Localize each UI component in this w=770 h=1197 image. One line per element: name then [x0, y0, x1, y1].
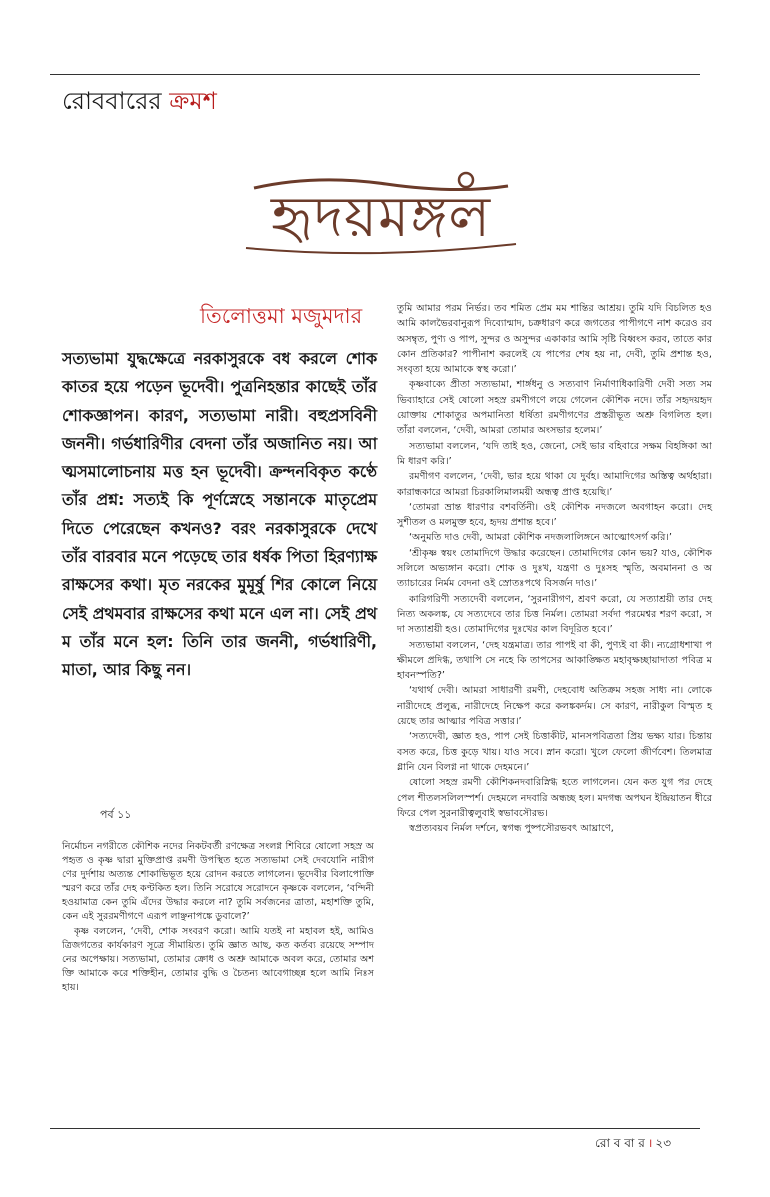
body-paragraph: সত্যভামা বললেন, ‘দেহ যন্ত্রমাত্র। তার পাপই বা কী, পুণ্যই বা কী। ন্যগ্রোধশাখা পক্ষীমলে প্রদিগ্ধ, তথাপি সে নহে কি তাপসের আকাঙ্ক্ষিত মহাবৃক্ষচ্ছায়াদাতা পবিত্র মহাবনস্পতি?’ [397, 639, 712, 682]
footer-separator: । [647, 1136, 653, 1150]
logo-title: হৃদয়মঙ্গল [270, 185, 492, 250]
bottom-rule [50, 1128, 700, 1129]
author-name: তিলোত্তমা মজুমদার [200, 304, 363, 328]
body-paragraph: ষোলো সহস্র রমণী কৌশিকনদবারিস্নিগ্ধ হতে লাগলেন। যেন কত যুগ পর দেহে পেল শীতলসলিলস্পর্শ। দেহমলে নদবারি অন্ধচ্ছ হল। মদগন্ধ অপঘন ইন্দ্রিয়াতন ধীরে ফিরে পেল সুরনারীত্বলুবাই স্বভাবসৌরভ। [397, 777, 712, 819]
page-footer [595, 1134, 671, 1155]
body-paragraph: ‘যথার্থ দেবী। আমরা সাধারণী রমণী, দেহবোধ অতিক্রম সহজ সাধ্য না। লোকে নারীদেহে প্রলুব্ধ, নারীদেহে নিক্ষেপ করে কলঙ্ককর্দম। সে কারণ, নারীকুল বিস্মৃত হয়েছে তার আত্মার পবিত্র সত্তার।’ [397, 685, 712, 728]
body-paragraph: স্বপ্রত্যবয়ব নির্মল দর্শনে, স্বগন্ধ পুষ্পসৌরভবৎ আঘ্রাণে, [409, 823, 614, 835]
body-paragraph: ‘অনুমতি দাও দেবী, আমরা কৌশিক নদজলালিঙ্গনে আত্মোৎসর্গ করি।’ [409, 532, 672, 544]
magazine-name: রো ব বা র [595, 1136, 645, 1150]
body-paragraph: কৃষ্ণবাক্যে প্রীতা সত্যভামা, শার্ঙ্গধনু ও সত্যবাণ নির্মাণাধিকারিণী দেবী সত্য সমভিব্যাহারে সেই ষোলো সহস্র রমণীগণে লয়ে গেলেন কৌশিক নদে। তাঁর সহৃদয়হৃদয়োক্তায় শোকাতুর অপমানিতা ধর্ষিতা রমণীগণের প্রস্তরীভূত অশ্রু বিগলিত হল। তাঁরা বললেন, ‘দেবী, আমরা তোমার অংসভার হলেম।’ [397, 379, 712, 437]
body-paragraph: কৃষ্ণ বললেন, ‘দেবী, শোক সংবরণ করো। আমি যতই না মহাবল হই, আমিও ত্রিজগতের কার্যকারণ সূত্রে সীমায়িত। তুমি জ্ঞাত আছ, কত কর্তব্য রয়েছে সম্পাদনের অপেক্ষায়। সত্যভামা, তোমার ক্রোধ ও অশ্রু আমাকে অবল করে, তোমার অশক্তি আমাকে করে শক্তিহীন, তোমার বুদ্ধি ও চৈতন্য আবেগাচ্ছন্ন হলে আমি নিঃসহায়। [62, 925, 374, 993]
top-rule [50, 74, 700, 75]
page-number: ২৩ [655, 1136, 672, 1150]
body-paragraph: রমণীগণ বললেন, ‘দেবী, ভার হয়ে থাকা যে দুর্বহ। আমাদিগের অস্তিত্ব অর্থহারা। কারান্ধকারে আমরা চিরকালিমালময়ী অন্ধত্ব প্রাপ্ত হয়েছি।’ [397, 471, 712, 498]
section-title [62, 83, 217, 123]
body-paragraph: কারিগরিণী সত্যদেবী বললেন, ‘সুরনারীগণ, শ্রবণ করো, যে সত্যাশ্রয়ী তার দেহ নিত্য অকলঙ্ক, যে সত্যদেবে তার চিত্ত নির্মল। তোমরা সর্বদা পরমেশ্বর শরণ করো, সদা সত্যাশ্রয়ী হও। তোমাদিগের দুঃখের কাল বিদূরিত হবে।’ [397, 593, 712, 636]
body-paragraph: সত্যভামা বললেন, ‘যদি তাই হও, জেনো, সেই ভার বহিবারে সক্ষম বিহঙ্গিকা আমি ধারণ করি।’ [397, 440, 712, 467]
body-paragraph: ‘শ্রীকৃষ্ণ স্বয়ং তোমাদিগে উদ্ধার করেছেন। তোমাদিগের কোন ভয়? যাও, কৌশিকসলিলে অভ্যঙ্গান করো। শোক ও দুঃখ, যন্ত্রণা ও দুঃসহ স্মৃতি, অবমাননা ও অত্যাচারের নির্মম বেদনা ওই স্রোতঃপথে বিসর্জন দাও।’ [397, 547, 712, 590]
body-paragraph: ‘তোমরা ভ্রান্ত ধারণার বশবর্তিনী। ওই কৌশিক নদজলে অবগাহন করো। দেহ সুশীতল ও মলমুক্ত হবে, হৃদয় প্রশান্ত হবে।’ [397, 501, 712, 529]
section-title-accent: ক্রমশ [169, 87, 217, 115]
body-paragraph: ‘সত্যদেবী, জ্ঞাত হও, পাপ সেই চিত্তাকীট, মানসপবিত্রতা প্রিয় ভক্ষ্য যার। চিন্তায় বসত করে, চিত্ত কুড়ে খায়। যাও সবে। স্নান করো। খুলে ফেলো জীর্ণবেশ। তিলমাত্র গ্লানি যেন বিলগ্ন না থাকে দেহমনে।’ [397, 731, 712, 773]
body-paragraph: তুমি আমার পরম নির্ভর। তব শমিত প্রেম মম শান্তির আশ্রয়। তুমি যদি বিচলিত হও আমি কালভৈরবানুরূপ দিব্যোন্মাদ, চক্রধারণ করে জগতের পাপীগণে নাশ করেও রব অসম্বৃত, পুণ্য ও পাপ, সুন্দর ও অসুন্দর একাকার আমি সৃষ্টি বিধ্বংস করব, তাতে কার কোন প্রতিকার? পাপীনাশ করলেই যে পাপের শেষ হয় না, দেবী, তুমি প্রশান্ত হও, সংবৃতা হয়ে আমাকে স্বস্থ করো।’ [397, 303, 712, 376]
body-paragraph: নির্মোচন নগরীতে কৌশিক নদের নিকটবর্তী রণক্ষেত্র সংলগ্ন শিবিরে ষোলো সহস্র অপহৃত ও কৃষ্ণ দ্বারা মুক্তিপ্রাপ্ত রমণী উপস্থিত হতে সত্যভামা সেই দেবযোনি নারীগণের দুর্দশায় অত্যন্ত শোকাভিভূত হয়ে রোদন করতে লাগলেন। ভূদেবীর বিলাপোক্তি স্মরণ করে তাঁর দেহ কণ্টকিত হল। তিনি সরোষে সরোদনে কৃষ্ণকে বললেন, ‘বন্দিনী হওয়ামাত্র কেন তুমি এঁদের উদ্ধার করলে না? তুমি সর্বজনের ত্রাতা, মহাশক্তি তুমি, কেন এই সুররমণীগণে এরূপ লাঞ্ছনাপঙ্কে ডুবালে?’ [62, 841, 374, 923]
section-title-prefix: রোববারের [62, 87, 170, 115]
series-logo [236, 170, 526, 260]
episode-label: পর্ব ১১ [100, 808, 132, 821]
left-column [62, 840, 374, 995]
right-column [397, 301, 712, 836]
lead-paragraph: সত্যভামা যুদ্ধক্ষেত্রে নরকাসুরকে বধ করলে শোককাতর হয়ে পড়েন ভূদেবী। পুত্রনিহন্তার কাছেই তাঁর শোকজ্ঞাপন। কারণ, সত্যভামা নারী। বহুপ্রসবিনী জননী। গর্ভধারিণীর বেদনা তাঁর অজানিত নয়। আত্মসমালোচনায় মত্ত হন ভূদেবী। ক্রন্দনবিকৃত কণ্ঠে তাঁর প্রশ্ন: সত্যই কি পূর্ণস্নেহে সন্তানকে মাতৃপ্রেম দিতে পেরেছেন কখনও? বরং নরকাসুরকে দেখে তাঁর বারবার মনে পড়েছে তার ধর্ষক পিতা হিরণ্যাক্ষ রাক্ষসের কথা। মৃত নরকের মুমূর্ষু শির কোলে নিয়ে সেই প্রথমবার রাক্ষসের কথা মনে এল না। সেই প্রথম তাঁর মনে হল: তিনি তার জননী, গর্ভধারিণী, মাতা, আর কিছু নন। [62, 349, 377, 680]
